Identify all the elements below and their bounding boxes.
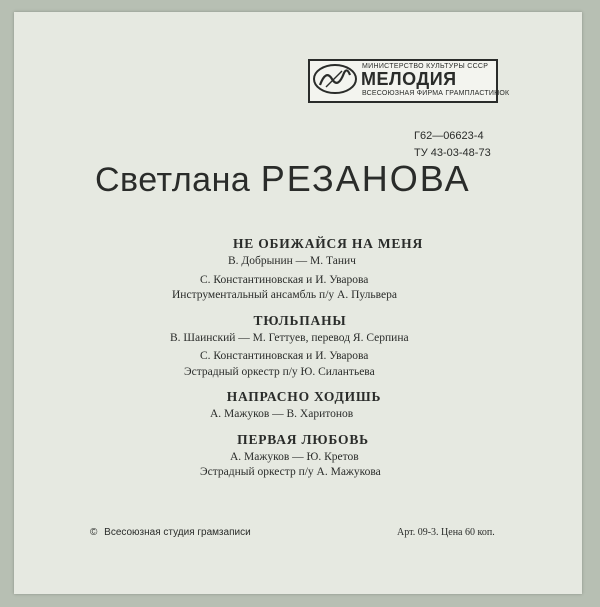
track-list bbox=[0, 236, 600, 490]
logo-ministry-text: МИНИСТЕРСТВО КУЛЬТУРЫ СССР bbox=[362, 63, 489, 70]
copyright-line bbox=[90, 527, 251, 538]
track-4 bbox=[0, 432, 600, 481]
artist-name bbox=[95, 158, 471, 200]
artist-first-name: Светлана bbox=[95, 161, 251, 199]
studio-name: Всесоюзная студия грамзаписи bbox=[104, 527, 251, 538]
track-title: ТЮЛЬПАНЫ bbox=[253, 312, 347, 328]
track-1 bbox=[0, 236, 600, 304]
track-performers: С. Константиновская и И. Уварова bbox=[200, 350, 369, 362]
melodiya-emblem-icon bbox=[312, 63, 358, 95]
track-performers: С. Константиновская и И. Уварова bbox=[200, 273, 369, 286]
track-title: НАПРАСНО ХОДИШЬ bbox=[226, 389, 382, 404]
track-3 bbox=[0, 389, 600, 423]
track-ensemble: Инструментальный ансамбль п/у А. Пульвера bbox=[172, 289, 397, 301]
track-authors: А. Мажуков — Ю. Кретов bbox=[230, 450, 359, 463]
logo-brand-name: МЕЛОДИЯ bbox=[361, 69, 457, 89]
track-ensemble: Эстрадный оркестр п/у А. Мажукова bbox=[200, 466, 381, 478]
melodiya-logo bbox=[308, 59, 510, 103]
track-authors: А. Мажуков — В. Харитонов bbox=[210, 408, 354, 420]
track-2 bbox=[0, 313, 600, 381]
catalog-info bbox=[414, 128, 491, 162]
track-title: ПЕРВАЯ ЛЮБОВЬ bbox=[237, 431, 369, 447]
track-ensemble: Эстрадный оркестр п/у Ю. Силантьева bbox=[184, 365, 375, 378]
catalog-number: Г62—06623-4 bbox=[414, 130, 484, 142]
technical-standard: ТУ 43-03-48-73 bbox=[414, 147, 491, 159]
copyright-icon: © bbox=[90, 527, 98, 538]
track-authors: В. Добрынин — М. Танич bbox=[228, 255, 356, 267]
price-label: Арт. 09-3. Цена 60 коп. bbox=[397, 527, 495, 538]
track-authors: В. Шаинский — М. Геттуев, перевод Я. Серпина bbox=[170, 331, 409, 344]
track-title: НЕ ОБИЖАЙСЯ НА МЕНЯ bbox=[232, 236, 424, 251]
artist-last-name: РЕЗАНОВА bbox=[260, 158, 471, 199]
logo-company-text: ВСЕСОЮЗНАЯ ФИРМА ГРАМПЛАСТИНОК bbox=[362, 90, 510, 97]
